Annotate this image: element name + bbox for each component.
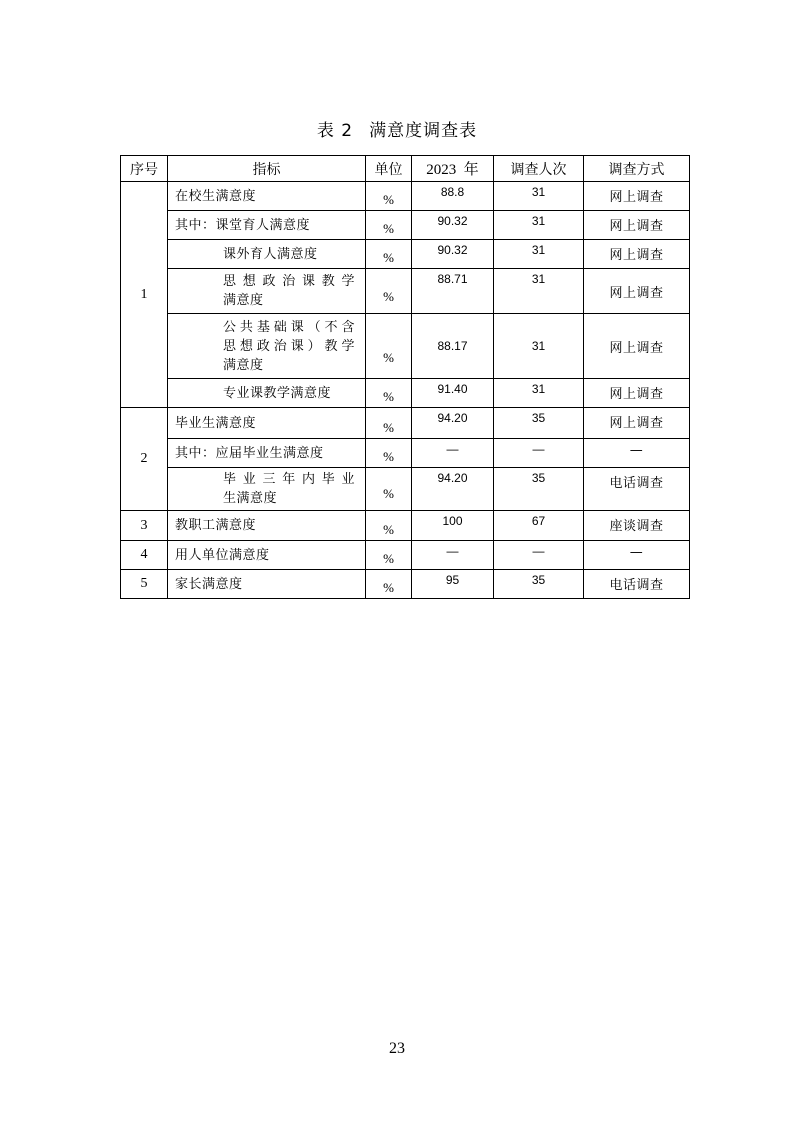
indicator-cell: 其中：应届毕业生满意度 (168, 439, 366, 468)
unit-cell: % (366, 314, 412, 379)
table-row (121, 379, 690, 408)
count-cell: 31 (494, 240, 584, 269)
method-cell: 网上调查 (584, 408, 690, 439)
method-cell: 网上调查 (584, 314, 690, 379)
unit-cell: % (366, 439, 412, 468)
indicator-cell: 课外育人满意度 (168, 240, 366, 269)
table-row (121, 211, 690, 240)
unit-cell: % (366, 240, 412, 269)
method-cell: 网上调查 (584, 182, 690, 211)
table-number: 表 2 (316, 121, 354, 141)
count-cell: 31 (494, 314, 584, 379)
indicator-cell: 在校生满意度 (168, 182, 366, 211)
unit-cell: % (366, 408, 412, 439)
count-cell: 31 (494, 269, 584, 314)
header-row (121, 156, 690, 182)
table-row (121, 314, 690, 379)
value-cell: 94.20 (412, 468, 494, 511)
indicator-line: 满意度 (223, 293, 264, 308)
indicator-cell: 其中：课堂育人满意度 (168, 211, 366, 240)
table-row (121, 511, 690, 541)
table-row (121, 182, 690, 211)
count-cell: 31 (494, 182, 584, 211)
value-cell: 100 (412, 511, 494, 541)
value-cell: 91.40 (412, 379, 494, 408)
count-cell: — (494, 541, 584, 570)
value-cell: 88.71 (412, 269, 494, 314)
value-cell: 88.8 (412, 182, 494, 211)
count-cell: 67 (494, 511, 584, 541)
page-number: 23 (389, 1040, 405, 1057)
value-cell: — (412, 439, 494, 468)
method-cell: 电话调查 (584, 468, 690, 511)
seq-cell: 5 (121, 570, 168, 599)
count-cell: 31 (494, 379, 584, 408)
indicator-cell: 教职工满意度 (168, 511, 366, 541)
indicator-cell (168, 468, 366, 511)
method-cell: 网上调查 (584, 240, 690, 269)
value-cell: 90.32 (412, 240, 494, 269)
indicator-line: 满意度 (223, 357, 264, 373)
table-name: 满意度调查表 (369, 121, 478, 141)
seq-cell: 1 (121, 182, 168, 408)
unit-cell: % (366, 541, 412, 570)
indicator-cell: 毕业生满意度 (168, 408, 366, 439)
header-year: 2023 年 (412, 156, 494, 182)
table-row (121, 269, 690, 314)
table-row (121, 468, 690, 511)
unit-cell: % (366, 379, 412, 408)
count-cell: 35 (494, 468, 584, 511)
header-method: 调查方式 (584, 156, 690, 182)
indicator-cell: 用人单位满意度 (168, 541, 366, 570)
header-count: 调查人次 (494, 156, 584, 182)
value-cell: 94.20 (412, 408, 494, 439)
value-cell: 90.32 (412, 211, 494, 240)
indicator-line: 生满意度 (223, 491, 278, 506)
count-cell: — (494, 439, 584, 468)
table-row (121, 570, 690, 599)
seq-cell: 3 (121, 511, 168, 541)
count-cell: 31 (494, 211, 584, 240)
method-cell: 网上调查 (584, 211, 690, 240)
indicator-cell: 家长满意度 (168, 570, 366, 599)
indicator-line: 思想政治课）教学 (223, 338, 355, 354)
table-row (121, 541, 690, 570)
method-cell: 网上调查 (584, 379, 690, 408)
method-cell: — (584, 439, 690, 468)
table-title (0, 116, 794, 141)
header-unit: 单位 (366, 156, 412, 182)
satisfaction-table (120, 155, 690, 599)
unit-cell: % (366, 211, 412, 240)
unit-cell: % (366, 511, 412, 541)
method-cell: 座谈调查 (584, 511, 690, 541)
indicator-cell (168, 269, 366, 314)
value-cell: 88.17 (412, 314, 494, 379)
header-seq: 序号 (121, 156, 168, 182)
indicator-line: 公共基础课（不含 (223, 319, 355, 335)
table-row (121, 439, 690, 468)
indicator-line: 毕业三年内毕业 (223, 472, 355, 487)
unit-cell: % (366, 570, 412, 599)
seq-cell: 2 (121, 408, 168, 511)
value-cell: — (412, 541, 494, 570)
method-cell: 电话调查 (584, 570, 690, 599)
value-cell: 95 (412, 570, 494, 599)
indicator-line: 思想政治课教学 (223, 274, 355, 289)
table-row (121, 240, 690, 269)
indicator-cell (168, 314, 366, 379)
unit-cell: % (366, 468, 412, 511)
seq-cell: 4 (121, 541, 168, 570)
method-cell: 网上调查 (584, 269, 690, 314)
count-cell: 35 (494, 570, 584, 599)
indicator-cell: 专业课教学满意度 (168, 379, 366, 408)
header-indicator: 指标 (168, 156, 366, 182)
count-cell: 35 (494, 408, 584, 439)
table-row (121, 408, 690, 439)
unit-cell: % (366, 269, 412, 314)
method-cell: — (584, 541, 690, 570)
unit-cell: % (366, 182, 412, 211)
